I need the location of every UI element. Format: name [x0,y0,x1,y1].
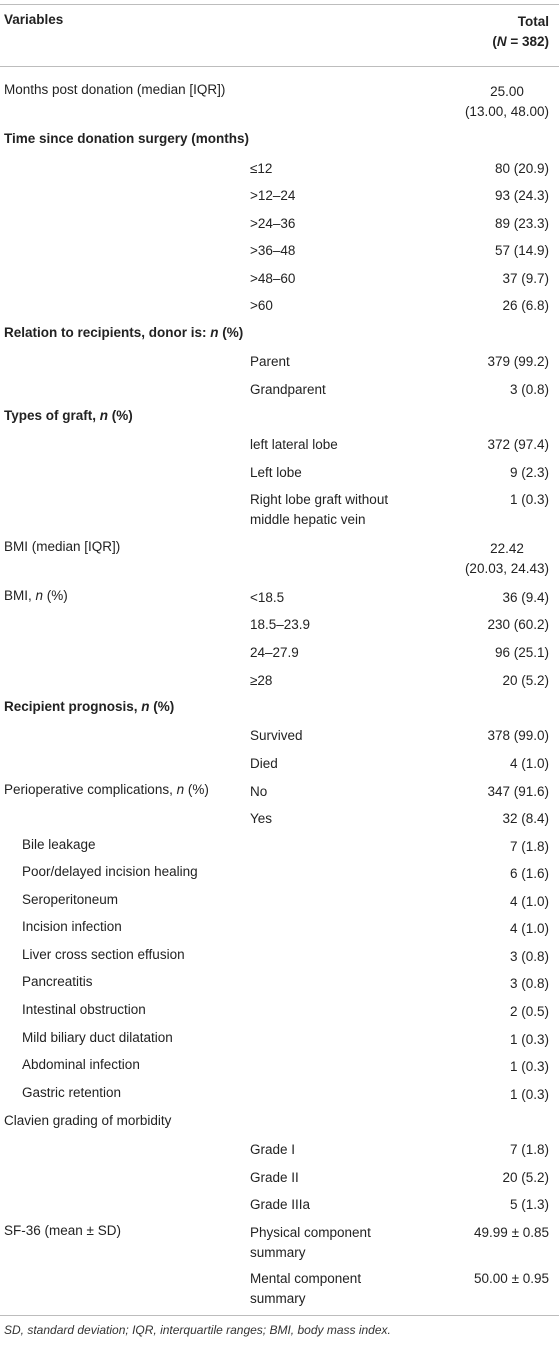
row-value: 96 (25.1) [494,645,549,660]
bottom-rule [0,1315,559,1316]
row-value: 89 (23.3) [494,216,549,231]
row-sublabel: Grandparent [250,382,326,397]
row-value: 3 (0.8) [509,949,549,964]
row-value: 7 (1.8) [509,1142,549,1157]
n-symbol: n [210,325,219,340]
row-sublabel [250,1223,371,1263]
header-rule [0,66,559,67]
header-n-value: = 382) [506,34,549,49]
row-value: 1 (0.3) [509,1032,549,1047]
row-sublabel: ≤12 [250,161,273,176]
section-label [4,325,243,340]
complication-label: Mild biliary duct dilatation [22,1030,173,1045]
header-total-n: (N = 382) [492,34,549,49]
row-value: 378 (99.0) [487,728,549,743]
complication-label: Pancreatitis [22,974,93,989]
row-value: 9 (2.3) [509,465,549,480]
value-iqr: (20.03, 24.43) [464,561,549,576]
row-value: 26 (6.8) [502,298,549,313]
row-value: 49.99 ± 0.85 [474,1225,549,1240]
row-sublabel: >12–24 [250,188,296,203]
row-value: 3 (0.8) [509,976,549,991]
row-label [4,588,68,603]
row-value: 4 (1.0) [509,894,549,909]
row-value: 1 (0.3) [509,1087,549,1102]
sublabel-line1: Right lobe graft without [250,492,389,507]
n-symbol: n [35,588,44,603]
row-value: 230 (60.2) [487,617,549,632]
row-sublabel: Parent [250,354,290,369]
row-sublabel: >24–36 [250,216,296,231]
complication-label: Intestinal obstruction [22,1002,146,1017]
row-value: 347 (91.6) [487,784,549,799]
row-value: 36 (9.4) [502,590,549,605]
row-value: 7 (1.8) [509,839,549,854]
row-value: 1 (0.3) [509,1059,549,1074]
section-label [4,408,133,423]
complication-label: Poor/delayed incision healing [22,864,198,879]
sublabel-line1: Mental component [250,1271,362,1286]
sublabel-line2: middle hepatic vein [250,512,366,527]
row-label: Months post donation (median [IQR]) [4,82,226,97]
complication-label: Seroperitoneum [22,892,119,907]
value-median: 22.42 [490,541,524,556]
row-sublabel: Grade IIIa [250,1197,311,1212]
row-value: 32 (8.4) [502,811,549,826]
sublabel-line2: summary [250,1245,306,1260]
row-value: 20 (5.2) [502,673,549,688]
row-label [4,782,209,797]
row-value [465,539,549,579]
complication-label: Incision infection [22,919,122,934]
section-label-text: Relation to recipients, donor is: [4,325,211,340]
header-total-label: Total [517,14,549,29]
header-n-symbol: N [496,34,507,49]
value-iqr: (13.00, 48.00) [464,104,549,119]
value-median: 25.00 [490,84,524,99]
sublabel-line1: Physical component [250,1225,371,1240]
row-sublabel: Grade I [250,1142,296,1157]
row-value: 57 (14.9) [494,243,549,258]
row-sublabel: Survived [250,728,303,743]
row-sublabel: 24–27.9 [250,645,299,660]
header-total [492,12,549,52]
section-label-text: Types of graft, [4,408,100,423]
complication-label: Liver cross section effusion [22,947,185,962]
row-sublabel [250,490,388,530]
section-label [4,699,174,714]
row-value: 372 (97.4) [487,437,549,452]
n-symbol: n [141,699,150,714]
row-sublabel: <18.5 [250,590,285,605]
row-sublabel: >48–60 [250,271,296,286]
row-sublabel: 18.5–23.9 [250,617,311,632]
row-value: 4 (1.0) [509,756,549,771]
row-sublabel: Yes [250,811,273,826]
row-value: 4 (1.0) [509,921,549,936]
row-sublabel: Grade II [250,1170,299,1185]
pct-text: (%) [184,782,209,797]
row-value [465,82,549,122]
row-value: 37 (9.7) [502,271,549,286]
row-sublabel: Died [250,756,278,771]
row-value: 1 (0.3) [509,492,549,507]
row-value: 93 (24.3) [494,188,549,203]
row-value: 20 (5.2) [502,1170,549,1185]
row-value: 50.00 ± 0.95 [474,1271,549,1286]
header-variables: Variables [4,12,64,27]
row-value: 80 (20.9) [494,161,549,176]
row-sublabel: >60 [250,298,273,313]
section-label-text: Recipient prognosis, [4,699,142,714]
row-label: Clavien grading of morbidity [4,1113,172,1128]
complication-label: Abdominal infection [22,1057,140,1072]
row-sublabel: left lateral lobe [250,437,338,452]
top-rule [0,4,559,5]
row-label: BMI (median [IQR]) [4,539,121,554]
pct-text: (%) [149,699,175,714]
row-sublabel [250,1269,361,1309]
table-footnote: SD, standard deviation; IQR, interquartile ranges; BMI, body mass index. [4,1323,391,1337]
row-value: 3 (0.8) [509,382,549,397]
section-label: Time since donation surgery (months) [4,131,250,146]
row-value: 6 (1.6) [509,866,549,881]
row-value: 379 (99.2) [487,354,549,369]
complication-label: Gastric retention [22,1085,122,1100]
row-sublabel: Left lobe [250,465,302,480]
n-symbol: n [176,782,185,797]
pct-text: (%) [108,408,133,423]
row-label: SF-36 (mean ± SD) [4,1223,121,1238]
n-symbol: n [99,408,109,423]
row-sublabel: >36–48 [250,243,296,258]
complication-label: Bile leakage [22,837,96,852]
row-sublabel: ≥28 [250,673,273,688]
row-label-text: Perioperative complications, [4,782,177,797]
row-value: 2 (0.5) [509,1004,549,1019]
row-label-text: BMI, [4,588,36,603]
pct-text: (%) [218,325,244,340]
sublabel-line2: summary [250,1291,306,1306]
row-value: 5 (1.3) [509,1197,549,1212]
pct-text: (%) [43,588,68,603]
row-sublabel: No [250,784,268,799]
